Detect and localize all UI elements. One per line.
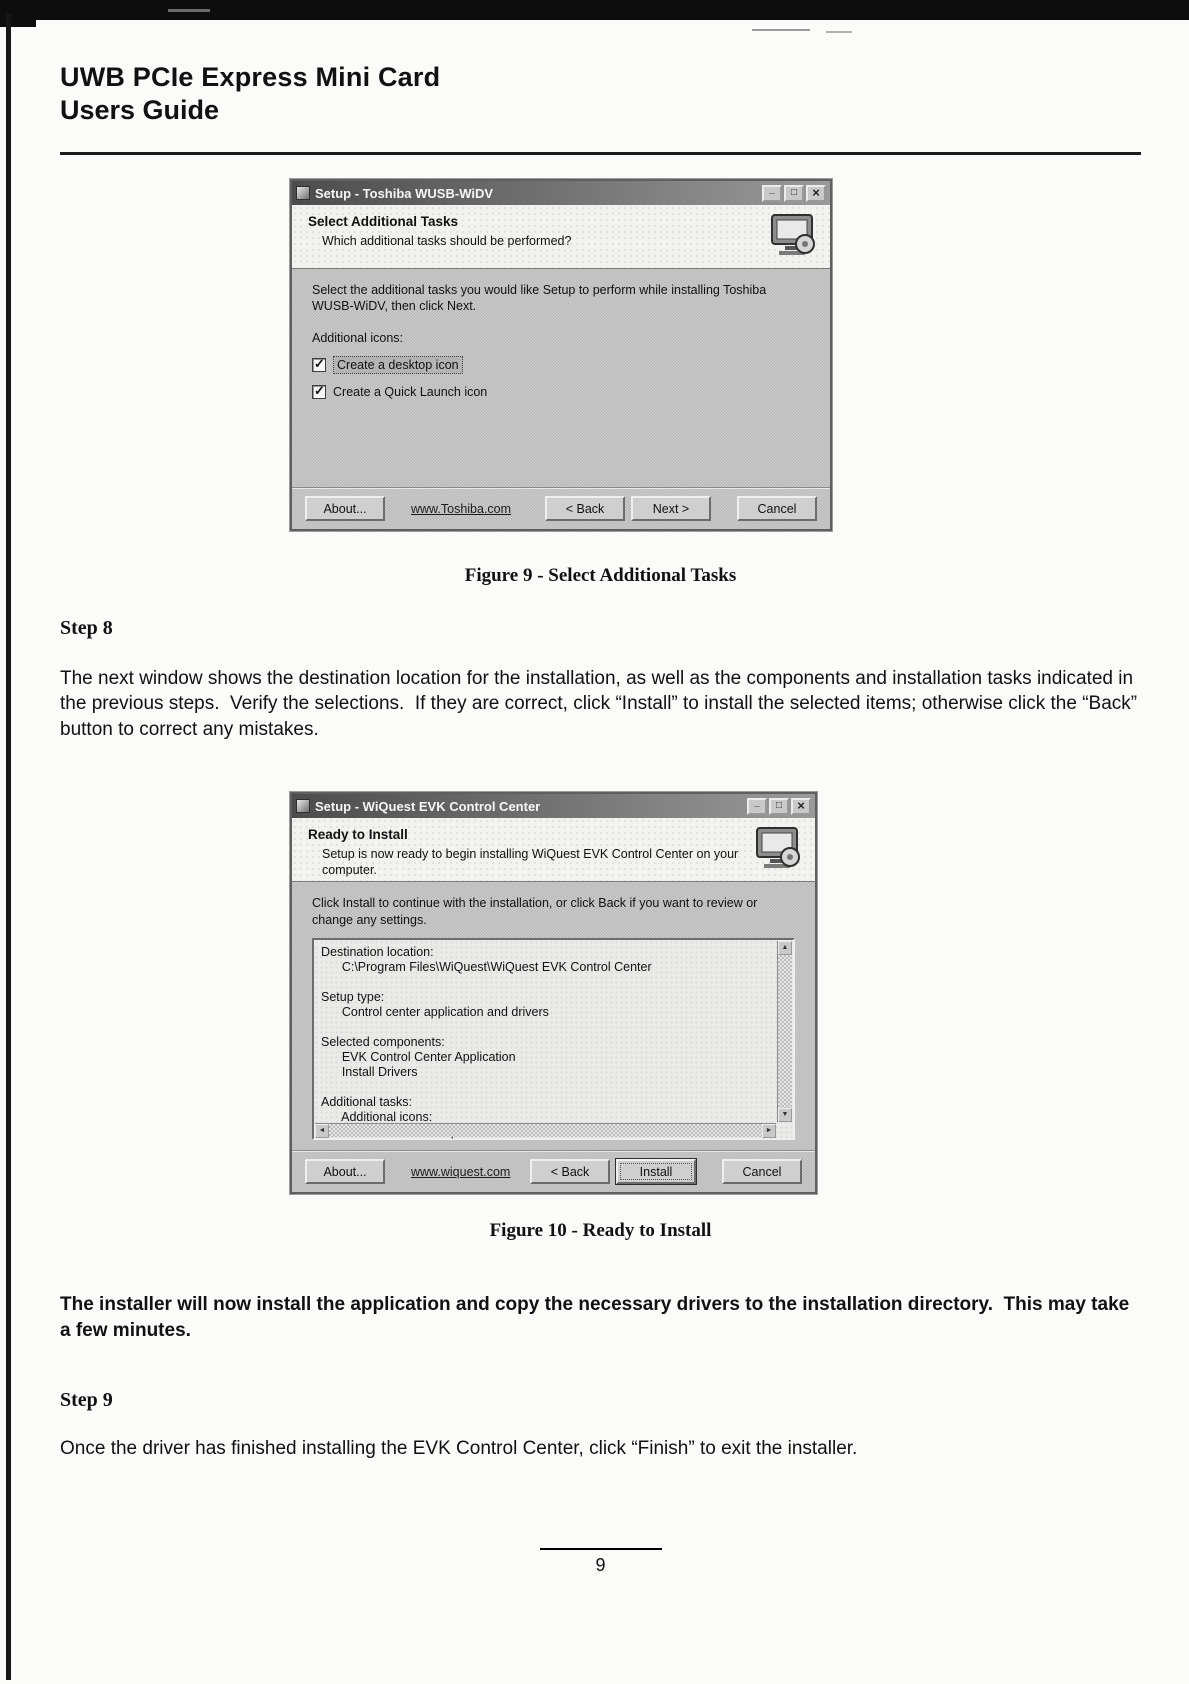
step9-body: Once the driver has finished installing the EVK Control Center, click “Finish” to exit the installer. bbox=[60, 1438, 858, 1460]
dialog-title: Setup - WiQuest EVK Control Center bbox=[315, 798, 541, 814]
window-controls bbox=[747, 798, 811, 815]
scroll-right-icon[interactable] bbox=[762, 1124, 776, 1138]
dialog-titlebar[interactable] bbox=[292, 181, 830, 205]
close-icon bbox=[797, 799, 805, 813]
about-button[interactable]: About... bbox=[305, 496, 385, 521]
desktop-icon-checkbox[interactable] bbox=[312, 358, 326, 372]
close-button[interactable] bbox=[806, 185, 826, 202]
dialog-header bbox=[292, 818, 815, 882]
dialog-title: Setup - Toshiba WUSB-WiDV bbox=[315, 185, 494, 201]
window-controls bbox=[762, 185, 826, 202]
summary-line: C:\Program Files\WiQuest\WiQuest EVK Control Center bbox=[321, 959, 652, 974]
dialog-heading: Select Additional Tasks bbox=[308, 214, 459, 229]
footer-rule bbox=[540, 1548, 662, 1550]
back-button[interactable]: < Back bbox=[545, 496, 625, 521]
dialog-instruction: Click Install to continue with the installation, or click Back if you want to review or change any settings. bbox=[312, 896, 758, 927]
step8-heading: Step 8 bbox=[60, 617, 113, 639]
summary-line: EVK Control Center Application bbox=[321, 1049, 516, 1064]
minimize-button[interactable] bbox=[747, 798, 767, 815]
setup-icon bbox=[296, 186, 310, 200]
summary-line: Control center application and drivers bbox=[321, 1004, 549, 1019]
back-button[interactable]: < Back bbox=[530, 1159, 610, 1184]
dialog-body bbox=[292, 269, 830, 487]
cancel-button[interactable]: Cancel bbox=[737, 496, 817, 521]
page-footer bbox=[60, 1548, 1141, 1576]
close-button[interactable] bbox=[791, 798, 811, 815]
step9-heading: Step 9 bbox=[60, 1389, 113, 1412]
summary-line: Setup type: bbox=[321, 989, 385, 1004]
checkbox-row bbox=[312, 356, 810, 374]
dialog-titlebar[interactable] bbox=[292, 794, 815, 818]
doc-subtitle: Users Guide bbox=[60, 95, 220, 125]
scroll-up-icon[interactable] bbox=[778, 941, 792, 955]
checkbox-label[interactable]: Create a desktop icon bbox=[333, 356, 463, 374]
additional-icons-label: Additional icons: bbox=[312, 330, 404, 345]
maximize-icon bbox=[791, 188, 797, 198]
vertical-scroll-track[interactable] bbox=[778, 955, 792, 1108]
toshiba-link[interactable]: www.Toshiba.com bbox=[411, 501, 512, 516]
figure10-caption: Figure 10 - Ready to Install bbox=[489, 1220, 712, 1242]
scroll-left-icon[interactable] bbox=[315, 1124, 329, 1138]
summary-line: Selected components: bbox=[321, 1034, 445, 1049]
dialog-body bbox=[292, 882, 815, 1150]
summary-line bbox=[321, 975, 773, 990]
dialog-subheading: Setup is now ready to begin installing WiQuest EVK Control Center on your computer. bbox=[322, 847, 739, 877]
summary-line: Additional tasks: bbox=[321, 1094, 413, 1109]
horizontal-scrollbar[interactable] bbox=[315, 1123, 776, 1137]
installer-icon bbox=[770, 213, 818, 259]
dialog-footer bbox=[292, 1150, 815, 1192]
cancel-button[interactable]: Cancel bbox=[722, 1159, 802, 1184]
checkbox-label[interactable]: Create a Quick Launch icon bbox=[333, 385, 488, 399]
summary-line bbox=[321, 1020, 773, 1035]
installer-notice: The installer will now install the application and copy the necessary drivers to the installation directory. This may take a few minutes. bbox=[60, 1294, 1135, 1341]
next-button[interactable]: Next > bbox=[631, 496, 711, 521]
summary-text bbox=[321, 944, 773, 1124]
dialog-header bbox=[292, 205, 830, 269]
doc-title: UWB PCIe Express Mini Card bbox=[60, 62, 441, 92]
summary-line: Destination location: bbox=[321, 944, 434, 959]
minimize-button[interactable] bbox=[762, 185, 782, 202]
scroll-down-icon[interactable] bbox=[778, 1108, 792, 1122]
summary-line: Additional icons: bbox=[321, 1109, 433, 1124]
about-button[interactable]: About... bbox=[305, 1159, 385, 1184]
summary-line: Install Drivers bbox=[321, 1064, 418, 1079]
close-icon bbox=[812, 186, 820, 200]
checkbox-row bbox=[312, 384, 810, 400]
summary-line bbox=[321, 1080, 773, 1095]
setup-dialog-wiquest bbox=[290, 792, 817, 1194]
step8-body: The next window shows the destination location for the installation, as well as the components and installation tasks indicated in the previous steps. Verify the selections. If they are correct, click “Install” to install the selected items; otherwise click the “Back” button to correct any mistakes. bbox=[60, 668, 1143, 740]
dialog-footer bbox=[292, 487, 830, 529]
maximize-icon bbox=[776, 801, 782, 811]
figure9-caption: Figure 9 - Select Additional Tasks bbox=[464, 565, 737, 586]
install-summary-box bbox=[312, 938, 795, 1140]
header-rule bbox=[60, 152, 1141, 155]
dialog-instruction: Select the additional tasks you would like Setup to perform while installing Toshiba WUSB-WiDV, then click Next. bbox=[312, 283, 767, 314]
installer-icon bbox=[755, 826, 803, 872]
page-number: 9 bbox=[595, 1554, 606, 1575]
quick-launch-checkbox[interactable] bbox=[312, 385, 326, 399]
maximize-button[interactable] bbox=[769, 798, 789, 815]
maximize-button[interactable] bbox=[784, 185, 804, 202]
dialog-heading: Ready to Install bbox=[308, 827, 408, 843]
vertical-scrollbar[interactable] bbox=[777, 941, 792, 1122]
setup-dialog-toshiba bbox=[290, 179, 832, 531]
install-button[interactable]: Install bbox=[616, 1159, 696, 1184]
minimize-icon bbox=[754, 801, 760, 811]
minimize-icon bbox=[769, 188, 775, 198]
wiquest-link[interactable]: www.wiquest.com bbox=[411, 1164, 511, 1179]
horizontal-scroll-track[interactable] bbox=[329, 1124, 762, 1137]
dialog-subheading: Which additional tasks should be performed? bbox=[322, 234, 572, 248]
setup-icon bbox=[296, 799, 310, 813]
